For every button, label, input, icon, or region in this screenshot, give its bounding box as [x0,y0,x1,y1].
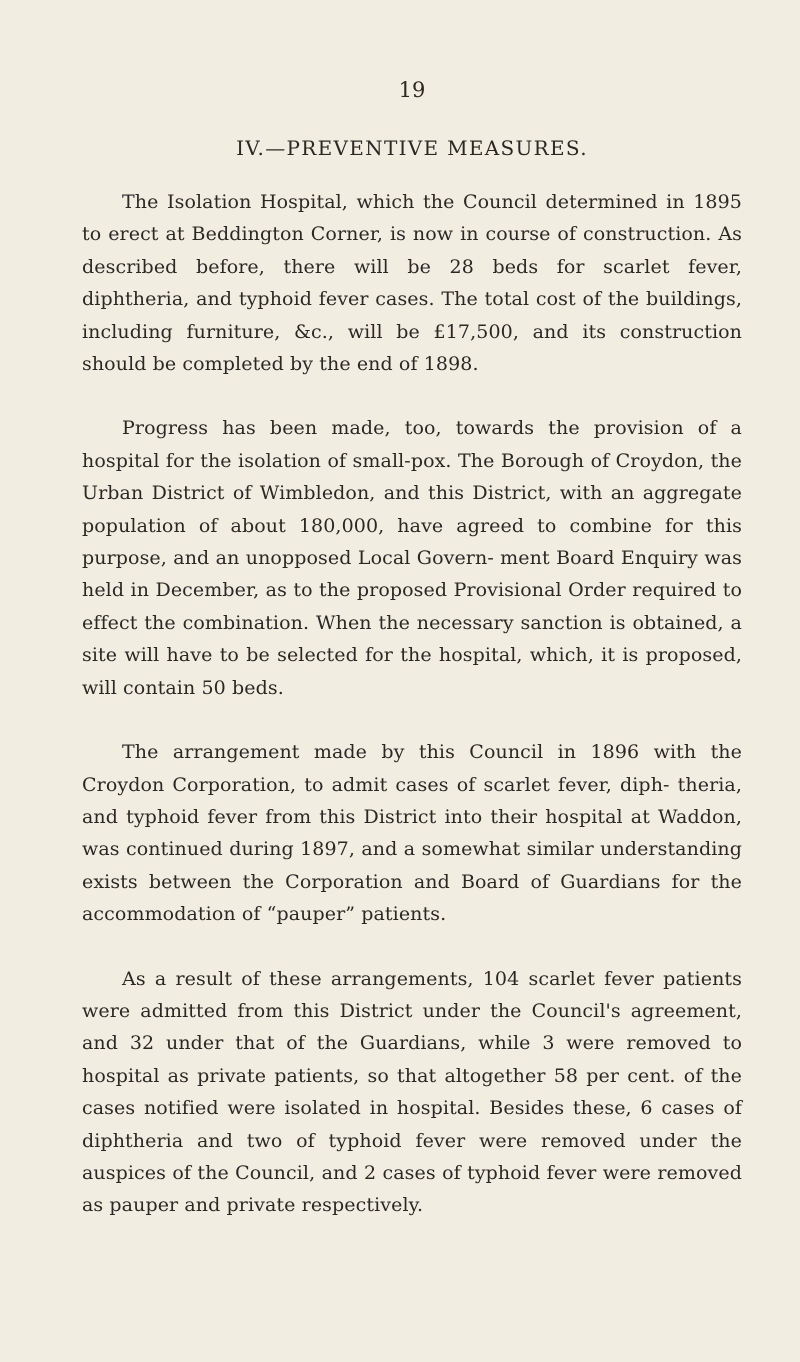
page-number: 19 [398,78,426,102]
paragraph-croydon-arrangement: The arrangement made by this Council in 1896 with the Croydon Corporation, to admit cases of scarlet fever, diph- theria, and typhoid fever from this District into their hospital at Waddon, was continued during 1897, and a somewhat similar understanding exists between the Corporation and Board of Guardians for the accommodation of “pauper” patients. [82,741,742,926]
section-title: IV.—PREVENTIVE MEASURES. [236,136,588,160]
document-page [82,78,742,1254]
paragraph-results: As a result of these arrangements, 104 scarlet fever patients were admitted from this District under the Council's agreement, and 32 under that of the Guardians, while 3 were removed to hospital as private patients, so that altogether 58 per cent. of the cases notified were isolated in hospital. Besides these, 6 cases of diphtheria and two of typhoid fever were removed under the auspices of the Council, and 2 cases of typhoid fever were removed as pauper and private respectively. [82,967,742,1217]
paragraph-isolation-hospital: The Isolation Hospital, which the Council determined in 1895 to erect at Beddington Corner, is now in course of construction. As described before, there will be 28 beds for scarlet fever, diphtheria, and typhoid fever cases. The total cost of the buildings, including furniture, &c., will be £17,500, and its construction should be completed by the end of 1898. [82,191,742,376]
paragraph-small-pox-hospital: Progress has been made, too, towards the provision of a hospital for the isolation of small-pox. The Borough of Croydon, the Urban District of Wimbledon, and this District, with an aggregate population of about 180,000, have agreed to combine for this purpose, and an unopposed Local Govern- ment Board Enquiry was held in December, as to the proposed Provisional Order required to effect the combination. When the necessary sanction is obtained, a site will have to be selected for the hospital, which, it is proposed, will contain 50 beds. [82,417,742,699]
